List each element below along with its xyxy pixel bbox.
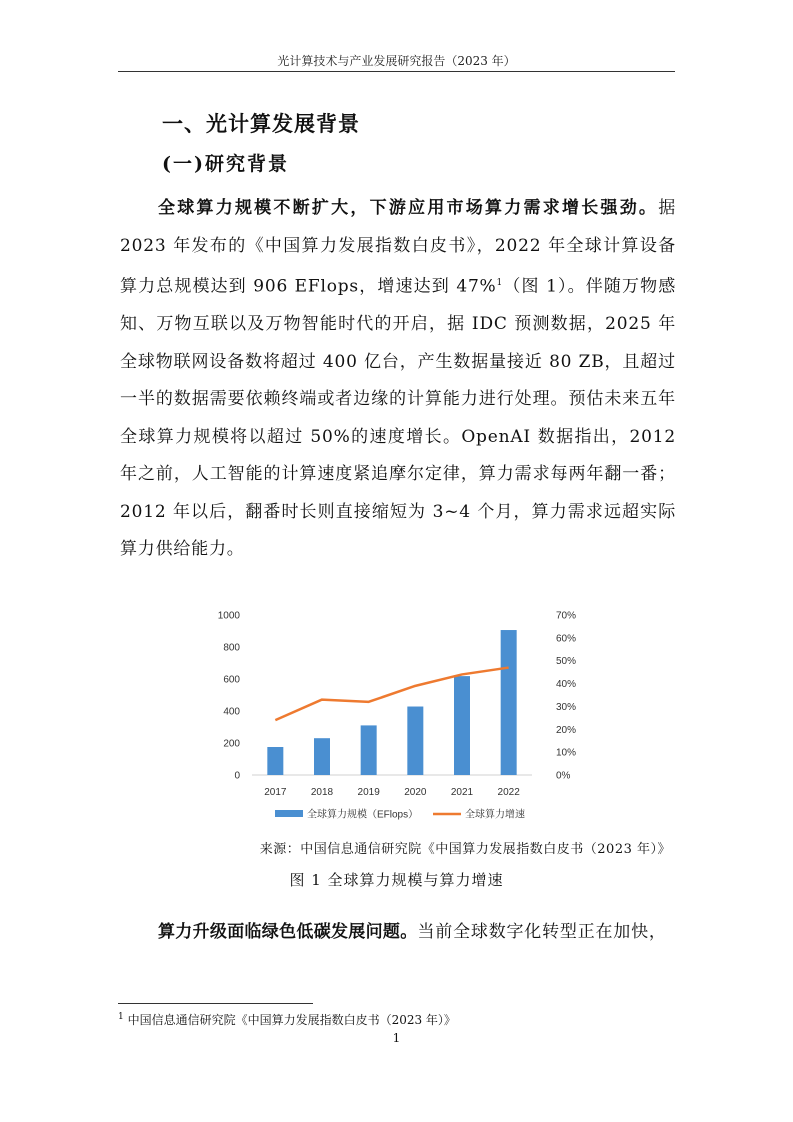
- figure-source: 来源：中国信息通信研究院《中国算力发展指数白皮书（2023 年）》: [259, 842, 671, 857]
- footnote-divider: [118, 1003, 313, 1004]
- right-tick-label: 70%: [556, 610, 577, 622]
- bar: [501, 630, 517, 775]
- right-tick-label: 0%: [556, 770, 571, 782]
- paragraph-2: [120, 914, 676, 952]
- left-tick-label: 400: [223, 706, 240, 718]
- paragraph-1-text-a: 据 2023 年发布的《中国算力发展指数白皮书》，2022 年全球计算设备算力总规模达到 906 EFlops，增速达到 47%: [120, 198, 676, 297]
- bar: [314, 738, 330, 775]
- bar: [407, 707, 423, 775]
- x-tick-label: 2020: [404, 787, 427, 798]
- paragraph-1: [120, 190, 676, 569]
- page-number: 1: [392, 1031, 401, 1045]
- left-tick-label: 800: [223, 642, 240, 654]
- x-tick-label: 2022: [497, 787, 520, 798]
- section-title: 一、光计算发展背景: [162, 112, 360, 136]
- paragraph-2-lead: 算力升级面临绿色低碳发展问题。: [158, 922, 418, 942]
- footnote-ref[interactable]: 1: [496, 278, 504, 288]
- header-divider: [118, 71, 675, 72]
- right-tick-label: 60%: [556, 633, 577, 645]
- right-axis: [556, 611, 576, 782]
- compute-growth-chart: [200, 600, 600, 832]
- bar: [267, 747, 283, 775]
- footnote-text: 中国信息通信研究院《中国算力发展指数白皮书（2023 年）》: [127, 1013, 456, 1027]
- bar: [454, 676, 470, 775]
- bar: [361, 725, 377, 775]
- bar-series: [267, 630, 516, 775]
- chart-legend: [275, 808, 525, 821]
- right-tick-label: 40%: [556, 679, 577, 691]
- growth-line: [275, 668, 508, 721]
- legend-label-bars: 全球算力规模（EFlops）: [307, 809, 419, 821]
- left-tick-label: 0: [234, 770, 240, 782]
- legend-label-line: 全球算力增速: [465, 809, 525, 821]
- right-tick-label: 30%: [556, 701, 577, 713]
- subsection-title: (一)研究背景: [162, 153, 289, 175]
- x-tick-label: 2019: [357, 787, 380, 798]
- right-tick-label: 10%: [556, 747, 577, 759]
- right-tick-label: 50%: [556, 656, 577, 668]
- x-tick-label: 2018: [310, 787, 334, 798]
- running-header: 光计算技术与产业发展研究报告（2023 年）: [277, 54, 516, 68]
- left-tick-label: 600: [223, 674, 240, 686]
- x-tick-label: 2017: [264, 787, 287, 798]
- left-tick-label: 1000: [217, 610, 240, 622]
- paragraph-1-lead: 全球算力规模不断扩大，下游应用市场算力需求增长强劲。: [158, 198, 659, 218]
- right-tick-label: 20%: [556, 724, 577, 736]
- left-tick-label: 200: [223, 738, 240, 750]
- footnote-mark: 1: [118, 1012, 124, 1022]
- paragraph-1-text-b: （图 1）。伴随万物感知、万物互联以及万物智能时代的开启，据 IDC 预测数据，2025 年全球物联网设备数将超过 400 亿台，产生数据量接近 80 ZB，且超过一半的数据需要依赖终端或者边缘的计算能力进行处理。预估未来五年全球算力规模将以超过 50%的速度增长。OpenAI 数据指出，2012 年之前，人工智能的计算速度紧追摩尔定律，算力需求每两年翻一番；2012 年以后，翻番时长则直接缩短为 3~4 个月，算力需求远超实际算力供给能力。: [120, 276, 676, 560]
- paragraph-2-text: 当前全球数字化转型正在加快，: [417, 922, 667, 942]
- footnote: [118, 1011, 456, 1028]
- line-series: [275, 668, 508, 721]
- x-tick-label: 2021: [450, 787, 474, 798]
- figure-caption: 图 1 全球算力规模与算力增速: [289, 871, 504, 889]
- x-axis-labels: [264, 787, 520, 798]
- legend-swatch-bars: [275, 810, 303, 817]
